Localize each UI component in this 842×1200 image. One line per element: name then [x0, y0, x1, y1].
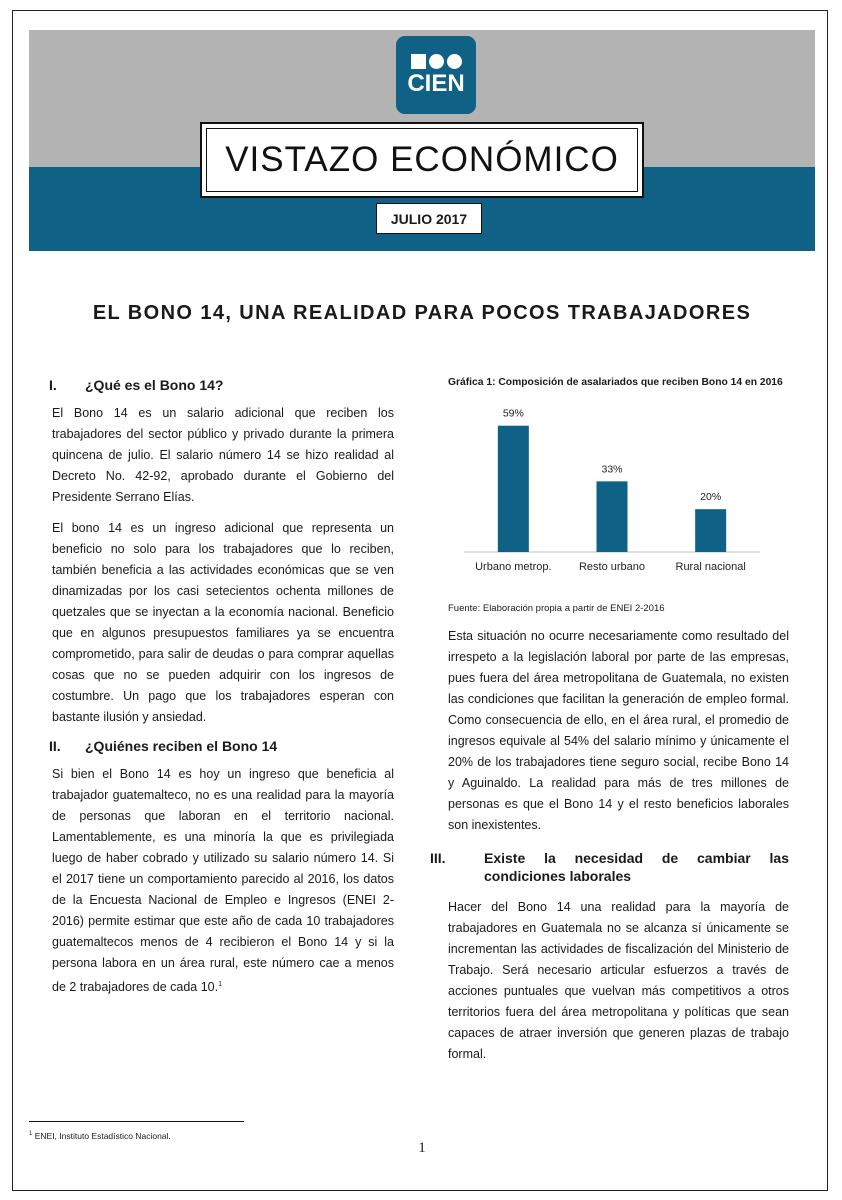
chart-category-label-2: Rural nacional	[675, 561, 746, 573]
section-2-heading	[49, 737, 394, 755]
header-date: JULIO 2017	[376, 203, 482, 234]
right-column-paragraph: Esta situación no ocurre necesariamente como resultado del irrespeto a la legislación laboral por parte de las empresas, pues fuera del área metropolitana de Guatemala, no existen las condiciones que facilitan la generación de empleo formal. Como consecuencia de ello, en el área rural, el promedio de ingresos equivale al 54% del salario mínimo y únicamente el 20% de los trabajadores tiene seguro social, recibe Bono 14 y Aguinaldo. La realidad para más de tres millones de personas es que el Bono 14 y el resto beneficios laborales son inexistentes.	[448, 629, 789, 832]
section-2-text: Si bien el Bono 14 es hoy un ingreso que beneficia al trabajador guatemalteco, no es una realidad para la mayoría de personas que laboran en el territorio nacional. Lamentablemente, es una minoría la que es privilegiada luego de haber cobrado y utilizado su salario número 14. Si el 2017 tiene un comportamiento parecido al 2016, los datos de la Encuesta Nacional de Empleo e Ingresos (ENEI 2- 2016) permite estimar que este año de cada 10 trabajadores guatemaltecos menos de 4 recibieron el Bono 14 y si la persona labora en un área rural, este número cae a menos de 2 trabajadores de cada 10.	[52, 767, 394, 995]
footnote-mark: 1	[29, 1131, 33, 1138]
header-title-box	[200, 122, 644, 198]
left-column	[49, 376, 394, 998]
logo-circle-mark	[447, 54, 462, 69]
footnote-rule	[29, 1121, 244, 1122]
footnote-reference: 1	[218, 981, 223, 988]
section-3-heading	[430, 849, 789, 885]
page-number: 1	[418, 1140, 426, 1156]
section-2-number: II.	[49, 738, 61, 754]
chart-bar-0	[498, 426, 529, 552]
chart-title: Gráfica 1: Composición de asalariados que reciben Bono 14 en 2016	[448, 377, 783, 388]
section-2-paragraph	[52, 764, 394, 998]
footnote-text: ENEI, Instituto Estadístico Nacional.	[34, 1131, 171, 1141]
chart-data-label-2: 20%	[700, 491, 722, 504]
section-3-number: III.	[430, 850, 446, 866]
chart-source: Fuente: Elaboración propia a partir de ENEI 2-2016	[448, 603, 665, 614]
footnote	[29, 1131, 171, 1141]
section-1-heading	[49, 376, 394, 394]
main-title: EL BONO 14, UNA REALIDAD PARA POCOS TRABAJADORES	[92, 302, 752, 324]
section-1-title: ¿Qué es el Bono 14?	[85, 377, 224, 393]
logo-circle-mark	[429, 54, 444, 69]
section-1-paragraph-1: El Bono 14 es un salario adicional que reciben los trabajadores del sector público y privado durante la primera quincena de julio. El salario número 14 se hizo realidad al Decreto No. 42-92, aprobado durante el Gobierno del Presidente Serrano Elías.	[52, 406, 394, 504]
chart-category-label-0: Urbano metrop.	[475, 561, 552, 573]
chart-data-label-1: 33%	[601, 463, 623, 476]
section-3-paragraph: Hacer del Bono 14 una realidad para la mayoría de trabajadores en Guatemala no se alcanza sí únicamente se incrementan las actividades de fiscalización del Ministerio de Trabajo. Será necesario articular esfuerzos a través de acciones puntuales que vuelvan más competitivos a otros territorios fuera del área metropolitana y políticas que sean capaces de atraer inversión que generen plazas de trabajo formal.	[448, 900, 789, 1061]
logo-text: CIEN	[407, 70, 465, 97]
chart-bar-1	[597, 481, 628, 552]
cien-logo	[396, 36, 476, 114]
logo-marks	[411, 54, 462, 69]
section-3-title: Existe la necesidad de cambiar las condiciones laborales	[484, 850, 789, 884]
section-1-number: I.	[49, 377, 57, 393]
section-2-title: ¿Quiénes reciben el Bono 14	[85, 738, 278, 754]
right-column	[430, 626, 789, 1065]
chart-category-label-1: Resto urbano	[578, 561, 646, 573]
bar-chart	[440, 395, 770, 585]
logo-square-mark	[411, 54, 426, 69]
header-title: VISTAZO ECONÓMICO	[225, 140, 619, 179]
chart-data-label-0: 59%	[502, 407, 524, 420]
section-1-paragraph-2: El bono 14 es un ingreso adicional que representa un beneficio no solo para los trabajadores que lo reciben, también beneficia a las actividades económicas que se ven dinamizadas por los casi setecientos ochenta millones de quetzales que se inyectan a la economía nacional. Beneficio que en algunos presupuestos familiares ya se encuentra comprometido, para salir de deudas o para comprar aquellas cosas que no se pueden adquirir con los ingresos de costumbre. Un pago que los trabajadores esperan con bastante ilusión y ansiedad.	[52, 521, 394, 724]
chart-bar-2	[695, 509, 726, 552]
